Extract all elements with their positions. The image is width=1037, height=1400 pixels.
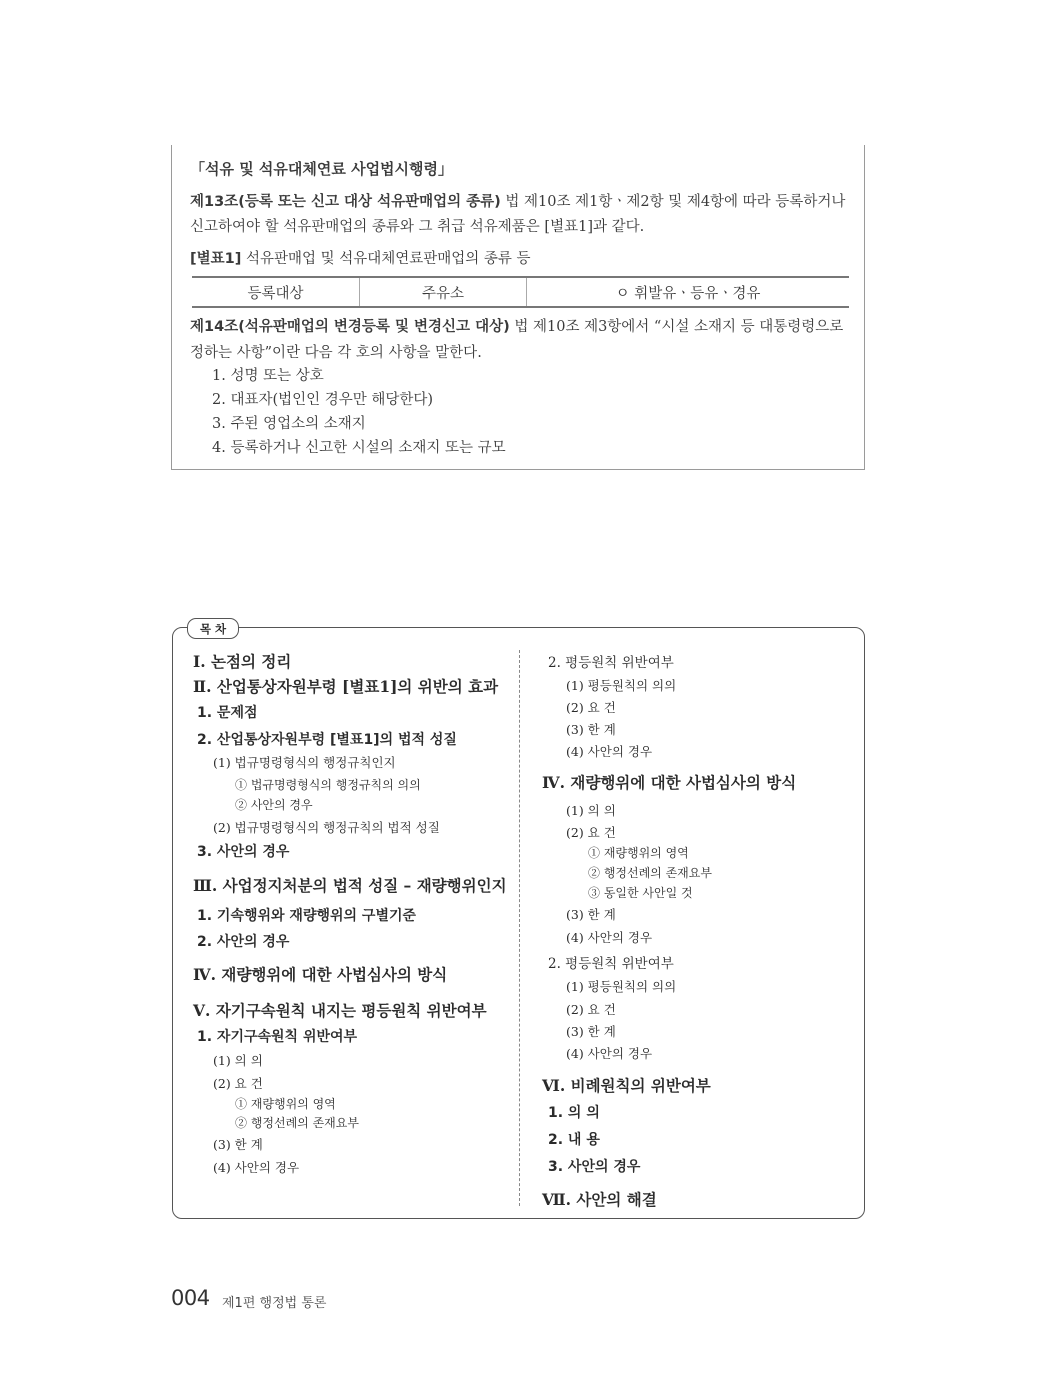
toc-entry: 2. 사안의 경우 (197, 934, 290, 950)
list-item: 2. 대표자(법인인 경우만 해당한다) (212, 392, 434, 408)
toc-entry: (2) 요 건 (566, 700, 616, 715)
table-cell-products: ㅇ 휘발유ㆍ등유ㆍ경유 (615, 285, 761, 302)
registration-table (192, 276, 849, 308)
toc-entry: 2. 산업통상자원부령 [별표1]의 법적 성질 (197, 732, 457, 748)
toc-entry: ① 법규명령형식의 행정규칙의 의의 (235, 778, 421, 792)
toc-entry: 3. 사안의 경우 (197, 844, 290, 860)
article-13-line1 (190, 190, 845, 211)
toc-entry: 2. 평등원칙 위반여부 (548, 956, 674, 972)
toc-entry: 1. 자기구속원칙 위반여부 (197, 1029, 358, 1045)
toc-entry: (2) 요 건 (213, 1076, 263, 1091)
toc-entry: Ⅳ. 재량행위에 대한 사법심사의 방식 (193, 965, 448, 984)
toc-entry: (4) 사안의 경우 (566, 744, 653, 759)
table-caption-text: 석유판매업 및 석유대체연료판매업의 종류 등 (241, 251, 531, 267)
toc-badge: 목 차 (187, 618, 239, 639)
toc-entry: Ⅰ. 논점의 정리 (193, 652, 292, 671)
part-title: 제1편 행정법 통론 (222, 1296, 327, 1311)
table-of-contents (172, 621, 865, 1219)
table-caption-head: [별표1] (190, 251, 242, 267)
toc-entry: 1. 기속행위와 재량행위의 구별기준 (197, 908, 417, 924)
toc-entry: Ⅶ. 사안의 해결 (542, 1190, 657, 1209)
toc-entry: Ⅳ. 재량행위에 대한 사법심사의 방식 (542, 773, 797, 792)
toc-entry: (2) 요 건 (566, 825, 616, 840)
article-13-heading: 제13조(등록 또는 신고 대상 석유판매업의 종류) (190, 194, 501, 210)
article-13-line2: 신고하여야 할 석유판매업의 종류와 그 취급 석유제품은 [별표1]과 같다. (190, 219, 645, 235)
page-number: 004 (171, 1286, 210, 1310)
toc-entry: (1) 의 의 (213, 1053, 263, 1068)
article-14-line2: 정하는 사항”이란 다음 각 호의 사항을 말한다. (190, 345, 482, 361)
toc-entry: Ⅲ. 사업정지처분의 법적 성질 – 재량행위인지 (193, 876, 507, 895)
article-14-heading: 제14조(석유판매업의 변경등록 및 변경신고 대상) (190, 319, 510, 335)
toc-entry: (4) 사안의 경우 (213, 1160, 300, 1175)
toc-entry: (3) 한 계 (566, 722, 616, 737)
toc-entry: (1) 법규명령형식의 행정규칙인지 (213, 755, 396, 770)
article-14-text: 법 제10조 제3항에서 “시설 소재지 등 대통령령으로 (509, 319, 844, 335)
toc-entry: (1) 평등원칙의 의의 (566, 979, 677, 994)
toc-entry: (3) 한 계 (566, 1024, 616, 1039)
toc-entry: (1) 의 의 (566, 803, 616, 818)
toc-column-divider (519, 650, 520, 1206)
toc-entry: Ⅴ. 자기구속원칙 내지는 평등원칙 위반여부 (193, 1001, 487, 1020)
toc-entry: ② 사안의 경우 (235, 798, 313, 812)
toc-entry: ② 행정선례의 존재요부 (235, 1116, 359, 1130)
law-title: 「석유 및 석유대체연료 사업법시행령」 (190, 160, 454, 178)
toc-entry: 1. 의 의 (548, 1105, 600, 1121)
list-item: 3. 주된 영업소의 소재지 (212, 416, 366, 432)
toc-entry: 2. 내 용 (548, 1132, 600, 1148)
toc-entry: ② 행정선례의 존재요부 (588, 866, 712, 880)
law-excerpt-box (171, 145, 865, 470)
table-caption (190, 247, 531, 268)
toc-entry: (4) 사안의 경우 (566, 930, 653, 945)
toc-entry: ③ 동일한 사안일 것 (588, 886, 693, 900)
toc-entry: (3) 한 계 (213, 1137, 263, 1152)
toc-entry: (2) 법규명령형식의 행정규칙의 법적 성질 (213, 820, 440, 835)
table-cell-gas-station: 주유소 (360, 278, 527, 306)
article-13-text: 법 제10조 제1항ㆍ제2항 및 제4항에 따라 등록하거나 (500, 194, 846, 210)
table-cell-registration-target: 등록대상 (192, 278, 360, 306)
article-14-line1 (190, 315, 843, 336)
toc-entry: 1. 문제점 (197, 705, 258, 721)
toc-entry: (4) 사안의 경우 (566, 1046, 653, 1061)
list-item: 4. 등록하거나 신고한 시설의 소재지 또는 규모 (212, 440, 506, 456)
toc-entry: Ⅱ. 산업통상자원부령 [별표1]의 위반의 효과 (193, 677, 499, 696)
toc-entry: (1) 평등원칙의 의의 (566, 678, 677, 693)
toc-entry: 3. 사안의 경우 (548, 1159, 641, 1175)
toc-entry: Ⅵ. 비례원칙의 위반여부 (542, 1076, 711, 1095)
toc-entry: ① 재량행위의 영역 (588, 846, 689, 860)
list-item: 1. 성명 또는 상호 (212, 368, 324, 384)
toc-entry: ① 재량행위의 영역 (235, 1097, 336, 1111)
toc-entry: 2. 평등원칙 위반여부 (548, 655, 674, 671)
toc-entry: (2) 요 건 (566, 1002, 616, 1017)
toc-entry: (3) 한 계 (566, 907, 616, 922)
